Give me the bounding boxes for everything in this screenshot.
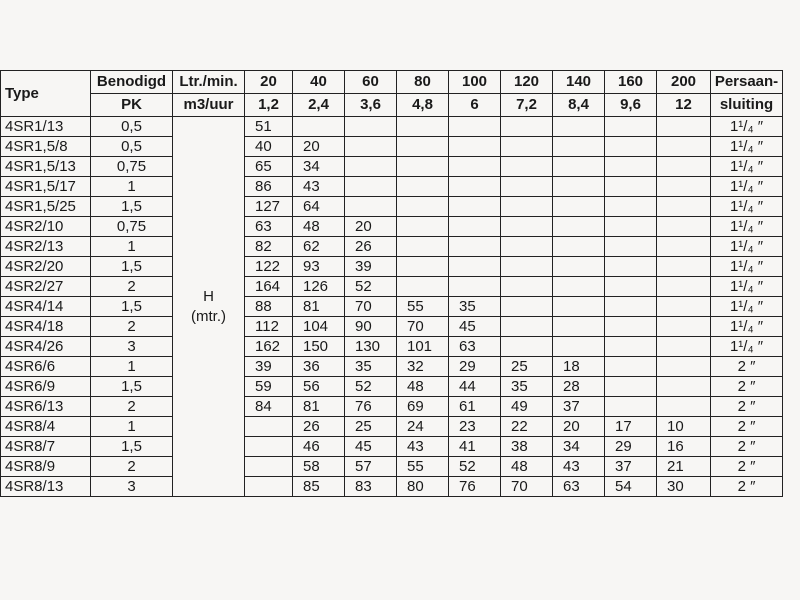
table-row: [1, 197, 783, 217]
head-value-cell: 63: [553, 477, 605, 497]
head-value-cell: 104: [293, 317, 345, 337]
pk-header-line1: Benodigd: [91, 71, 173, 94]
head-value-cell: 43: [397, 437, 449, 457]
head-value-cell: 69: [397, 397, 449, 417]
head-value-cell: [397, 257, 449, 277]
head-value-cell: [657, 117, 711, 137]
head-value-cell: [501, 137, 553, 157]
table-row: [1, 477, 783, 497]
head-value-cell: 130: [345, 337, 397, 357]
head-value-cell: 30: [657, 477, 711, 497]
head-value-cell: [605, 217, 657, 237]
head-value-cell: 48: [293, 217, 345, 237]
head-value-cell: [293, 117, 345, 137]
head-value-cell: 76: [449, 477, 501, 497]
head-value-cell: 24: [397, 417, 449, 437]
head-value-cell: [501, 297, 553, 317]
head-value-cell: 26: [345, 237, 397, 257]
connection-size-cell: 2 ″: [711, 417, 783, 437]
table-row: [1, 117, 783, 137]
head-value-cell: [345, 157, 397, 177]
head-value-cell: [553, 157, 605, 177]
pump-type-cell: 4SR1,5/25: [1, 197, 91, 217]
head-value-cell: [657, 257, 711, 277]
head-value-cell: [553, 217, 605, 237]
table-row: [1, 317, 783, 337]
table-row: [1, 357, 783, 377]
head-value-cell: 26: [293, 417, 345, 437]
flow-lpm-header: 80: [397, 71, 449, 94]
head-value-cell: [553, 197, 605, 217]
head-value-cell: 82: [245, 237, 293, 257]
head-value-cell: [449, 277, 501, 297]
head-value-cell: [397, 117, 449, 137]
table-body: [1, 117, 783, 497]
flow-unit-header-line1: Ltr./min.: [173, 71, 245, 94]
table-row: [1, 417, 783, 437]
power-pk-cell: 1,5: [91, 257, 173, 277]
head-value-cell: 101: [397, 337, 449, 357]
head-value-cell: 25: [501, 357, 553, 377]
flow-lpm-header: 200: [657, 71, 711, 94]
power-pk-cell: 3: [91, 477, 173, 497]
head-value-cell: 35: [449, 297, 501, 317]
head-value-cell: 85: [293, 477, 345, 497]
head-value-cell: [501, 237, 553, 257]
header-row-1: [1, 71, 783, 94]
flow-lpm-header: 20: [245, 71, 293, 94]
head-value-cell: [657, 357, 711, 377]
head-value-cell: 55: [397, 297, 449, 317]
head-label-h: H: [203, 287, 214, 305]
head-value-cell: [501, 317, 553, 337]
head-value-cell: 150: [293, 337, 345, 357]
connection-header-line1: Persaan-: [711, 71, 783, 94]
head-value-cell: [553, 257, 605, 277]
connection-size-cell: 1¹/₄ ″: [711, 337, 783, 357]
head-value-cell: 55: [397, 457, 449, 477]
table-row: [1, 337, 783, 357]
head-value-cell: 16: [657, 437, 711, 457]
head-value-cell: 52: [345, 377, 397, 397]
head-value-cell: 44: [449, 377, 501, 397]
head-value-cell: 61: [449, 397, 501, 417]
head-value-cell: 36: [293, 357, 345, 377]
head-value-cell: [657, 377, 711, 397]
pump-type-cell: 4SR2/10: [1, 217, 91, 237]
head-value-cell: 21: [657, 457, 711, 477]
power-pk-cell: 0,5: [91, 117, 173, 137]
head-value-cell: 45: [449, 317, 501, 337]
pump-type-cell: 4SR1,5/17: [1, 177, 91, 197]
head-value-cell: 62: [293, 237, 345, 257]
head-value-cell: 48: [397, 377, 449, 397]
flow-m3h-header: 6: [449, 94, 501, 117]
head-value-cell: 122: [245, 257, 293, 277]
head-value-cell: 52: [345, 277, 397, 297]
flow-m3h-header: 3,6: [345, 94, 397, 117]
head-value-cell: [245, 477, 293, 497]
head-value-cell: 37: [553, 397, 605, 417]
head-value-cell: [605, 317, 657, 337]
pump-type-cell: 4SR4/18: [1, 317, 91, 337]
head-value-cell: 17: [605, 417, 657, 437]
connection-header-line2: sluiting: [711, 94, 783, 117]
flow-m3h-header: 7,2: [501, 94, 553, 117]
connection-size-cell: 1¹/₄ ″: [711, 277, 783, 297]
pump-type-cell: 4SR6/13: [1, 397, 91, 417]
head-value-cell: 70: [397, 317, 449, 337]
table-row: [1, 397, 783, 417]
head-value-cell: 81: [293, 297, 345, 317]
flow-lpm-header: 60: [345, 71, 397, 94]
head-label-unit: (mtr.): [191, 307, 226, 325]
table-row: [1, 217, 783, 237]
head-value-cell: 112: [245, 317, 293, 337]
head-value-cell: [449, 237, 501, 257]
table-row: [1, 177, 783, 197]
head-value-cell: [345, 177, 397, 197]
head-label-cell: [173, 117, 245, 497]
connection-size-cell: 2 ″: [711, 437, 783, 457]
head-value-cell: [501, 217, 553, 237]
head-value-cell: 162: [245, 337, 293, 357]
head-value-cell: [605, 297, 657, 317]
head-value-cell: [501, 177, 553, 197]
head-value-cell: [553, 237, 605, 257]
power-pk-cell: 1,5: [91, 377, 173, 397]
table-row: [1, 237, 783, 257]
head-value-cell: [449, 197, 501, 217]
table-row: [1, 157, 783, 177]
head-value-cell: 35: [345, 357, 397, 377]
head-value-cell: [657, 297, 711, 317]
head-value-cell: [397, 137, 449, 157]
head-value-cell: [397, 157, 449, 177]
head-value-cell: [657, 137, 711, 157]
head-value-cell: 58: [293, 457, 345, 477]
power-pk-cell: 1,5: [91, 197, 173, 217]
head-value-cell: [605, 277, 657, 297]
head-value-cell: 43: [553, 457, 605, 477]
power-pk-cell: 3: [91, 337, 173, 357]
head-value-cell: [553, 297, 605, 317]
pump-table-sheet: [0, 70, 783, 497]
head-value-cell: 40: [245, 137, 293, 157]
pump-type-cell: 4SR8/4: [1, 417, 91, 437]
head-value-cell: [449, 157, 501, 177]
connection-size-cell: 1¹/₄ ″: [711, 217, 783, 237]
head-value-cell: [657, 217, 711, 237]
power-pk-cell: 1: [91, 237, 173, 257]
head-value-cell: [657, 177, 711, 197]
pump-type-cell: 4SR4/26: [1, 337, 91, 357]
power-pk-cell: 2: [91, 277, 173, 297]
flow-m3h-header: 8,4: [553, 94, 605, 117]
table-row: [1, 297, 783, 317]
head-value-cell: 35: [501, 377, 553, 397]
head-value-cell: 126: [293, 277, 345, 297]
head-value-cell: [245, 457, 293, 477]
pump-type-cell: 4SR2/27: [1, 277, 91, 297]
connection-size-cell: 1¹/₄ ″: [711, 197, 783, 217]
head-value-cell: [605, 377, 657, 397]
pump-type-cell: 4SR6/6: [1, 357, 91, 377]
head-value-cell: 18: [553, 357, 605, 377]
head-value-cell: 39: [345, 257, 397, 277]
head-value-cell: [657, 197, 711, 217]
head-value-cell: [605, 137, 657, 157]
power-pk-cell: 1,5: [91, 297, 173, 317]
head-value-cell: 37: [605, 457, 657, 477]
table-row: [1, 377, 783, 397]
head-value-cell: 20: [293, 137, 345, 157]
head-value-cell: 41: [449, 437, 501, 457]
type-header: Type: [1, 71, 91, 117]
head-value-cell: [397, 177, 449, 197]
head-value-cell: 39: [245, 357, 293, 377]
head-value-cell: 45: [345, 437, 397, 457]
connection-size-cell: 1¹/₄ ″: [711, 137, 783, 157]
head-value-cell: [605, 337, 657, 357]
power-pk-cell: 2: [91, 317, 173, 337]
head-value-cell: 43: [293, 177, 345, 197]
power-pk-cell: 1: [91, 417, 173, 437]
head-value-cell: [657, 397, 711, 417]
pump-type-cell: 4SR1/13: [1, 117, 91, 137]
table-row: [1, 437, 783, 457]
flow-m3h-header: 2,4: [293, 94, 345, 117]
flow-m3h-header: 9,6: [605, 94, 657, 117]
head-value-cell: 88: [245, 297, 293, 317]
pump-type-cell: 4SR8/13: [1, 477, 91, 497]
head-value-cell: [397, 197, 449, 217]
head-value-cell: 56: [293, 377, 345, 397]
head-value-cell: [657, 237, 711, 257]
pk-header-line2: PK: [91, 94, 173, 117]
head-value-cell: [605, 177, 657, 197]
head-value-cell: [245, 417, 293, 437]
head-value-cell: 25: [345, 417, 397, 437]
table-row: [1, 137, 783, 157]
head-value-cell: 127: [245, 197, 293, 217]
head-value-cell: [345, 137, 397, 157]
head-value-cell: 28: [553, 377, 605, 397]
head-value-cell: 64: [293, 197, 345, 217]
head-value-cell: 20: [553, 417, 605, 437]
pump-type-cell: 4SR2/13: [1, 237, 91, 257]
pump-type-cell: 4SR8/7: [1, 437, 91, 457]
head-value-cell: [345, 117, 397, 137]
head-value-cell: 164: [245, 277, 293, 297]
flow-lpm-header: 160: [605, 71, 657, 94]
head-value-cell: 23: [449, 417, 501, 437]
pump-type-cell: 4SR8/9: [1, 457, 91, 477]
power-pk-cell: 0,75: [91, 157, 173, 177]
flow-lpm-header: 140: [553, 71, 605, 94]
power-pk-cell: 1: [91, 357, 173, 377]
flow-lpm-header: 40: [293, 71, 345, 94]
head-value-cell: [397, 277, 449, 297]
flow-m3h-header: 1,2: [245, 94, 293, 117]
pump-type-cell: 4SR2/20: [1, 257, 91, 277]
power-pk-cell: 2: [91, 397, 173, 417]
flow-m3h-header: 12: [657, 94, 711, 117]
connection-size-cell: 1¹/₄ ″: [711, 257, 783, 277]
flow-lpm-header: 100: [449, 71, 501, 94]
head-value-cell: 80: [397, 477, 449, 497]
head-value-cell: [605, 237, 657, 257]
head-value-cell: 65: [245, 157, 293, 177]
head-value-cell: 59: [245, 377, 293, 397]
head-value-cell: [605, 117, 657, 137]
head-value-cell: [657, 337, 711, 357]
head-value-cell: 83: [345, 477, 397, 497]
flow-m3h-header: 4,8: [397, 94, 449, 117]
head-value-cell: 86: [245, 177, 293, 197]
head-value-cell: [245, 437, 293, 457]
connection-size-cell: 2 ″: [711, 357, 783, 377]
head-value-cell: [605, 357, 657, 377]
head-value-cell: 84: [245, 397, 293, 417]
pump-type-cell: 4SR4/14: [1, 297, 91, 317]
flow-lpm-header: 120: [501, 71, 553, 94]
head-value-cell: [553, 117, 605, 137]
connection-size-cell: 2 ″: [711, 477, 783, 497]
table-row: [1, 457, 783, 477]
connection-size-cell: 1¹/₄ ″: [711, 317, 783, 337]
head-value-cell: [449, 217, 501, 237]
head-value-cell: 32: [397, 357, 449, 377]
power-pk-cell: 0,5: [91, 137, 173, 157]
head-value-cell: 63: [449, 337, 501, 357]
connection-size-cell: 1¹/₄ ″: [711, 177, 783, 197]
head-value-cell: 46: [293, 437, 345, 457]
pump-type-cell: 4SR1,5/8: [1, 137, 91, 157]
power-pk-cell: 1: [91, 177, 173, 197]
head-value-cell: [501, 277, 553, 297]
head-value-cell: [605, 397, 657, 417]
head-value-cell: [501, 337, 553, 357]
connection-size-cell: 1¹/₄ ″: [711, 297, 783, 317]
head-value-cell: 34: [293, 157, 345, 177]
head-value-cell: 20: [345, 217, 397, 237]
table-row: [1, 257, 783, 277]
head-value-cell: [449, 117, 501, 137]
head-value-cell: [657, 277, 711, 297]
head-value-cell: [449, 177, 501, 197]
head-value-cell: 29: [605, 437, 657, 457]
power-pk-cell: 1,5: [91, 437, 173, 457]
header-row-2: [1, 94, 783, 117]
flow-unit-header-line2: m3/uur: [173, 94, 245, 117]
power-pk-cell: 2: [91, 457, 173, 477]
head-value-cell: [657, 317, 711, 337]
head-value-cell: [501, 197, 553, 217]
head-value-cell: [345, 197, 397, 217]
head-value-cell: 48: [501, 457, 553, 477]
head-value-cell: 90: [345, 317, 397, 337]
head-value-cell: [449, 257, 501, 277]
head-value-cell: 29: [449, 357, 501, 377]
head-value-cell: 57: [345, 457, 397, 477]
table-row: [1, 277, 783, 297]
head-value-cell: [553, 337, 605, 357]
connection-size-cell: 2 ″: [711, 397, 783, 417]
head-value-cell: [397, 237, 449, 257]
head-value-cell: 76: [345, 397, 397, 417]
connection-size-cell: 1¹/₄ ″: [711, 237, 783, 257]
head-value-cell: [605, 257, 657, 277]
head-value-cell: [501, 257, 553, 277]
head-value-cell: [553, 177, 605, 197]
pump-performance-table: [0, 70, 783, 497]
head-value-cell: 63: [245, 217, 293, 237]
head-value-cell: 49: [501, 397, 553, 417]
pump-type-cell: 4SR6/9: [1, 377, 91, 397]
head-value-cell: 81: [293, 397, 345, 417]
head-value-cell: [397, 217, 449, 237]
connection-size-cell: 1¹/₄ ″: [711, 117, 783, 137]
head-value-cell: 51: [245, 117, 293, 137]
head-value-cell: [501, 117, 553, 137]
head-value-cell: 34: [553, 437, 605, 457]
connection-size-cell: 2 ″: [711, 457, 783, 477]
head-value-cell: [501, 157, 553, 177]
power-pk-cell: 0,75: [91, 217, 173, 237]
connection-size-cell: 1¹/₄ ″: [711, 157, 783, 177]
head-value-cell: [553, 137, 605, 157]
head-value-cell: 70: [345, 297, 397, 317]
head-value-cell: [605, 197, 657, 217]
head-value-cell: 38: [501, 437, 553, 457]
head-value-cell: [553, 317, 605, 337]
head-value-cell: [553, 277, 605, 297]
head-value-cell: 22: [501, 417, 553, 437]
head-value-cell: 10: [657, 417, 711, 437]
head-value-cell: 54: [605, 477, 657, 497]
head-value-cell: 93: [293, 257, 345, 277]
pump-type-cell: 4SR1,5/13: [1, 157, 91, 177]
head-value-cell: [605, 157, 657, 177]
head-value-cell: 52: [449, 457, 501, 477]
head-value-cell: 70: [501, 477, 553, 497]
connection-size-cell: 2 ″: [711, 377, 783, 397]
head-value-cell: [657, 157, 711, 177]
head-value-cell: [449, 137, 501, 157]
